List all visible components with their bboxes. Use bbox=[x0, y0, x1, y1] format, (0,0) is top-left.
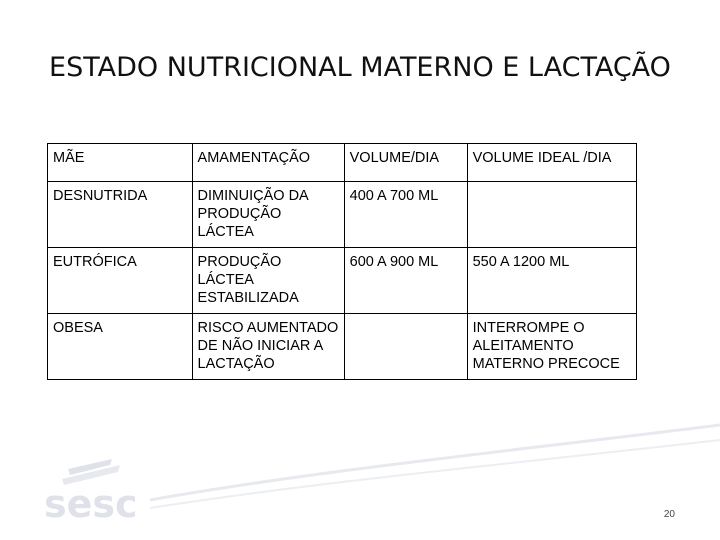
table-cell: EUTRÓFICA bbox=[48, 248, 193, 314]
slide-title: ESTADO NUTRICIONAL MATERNO E LACTAÇÃO bbox=[49, 52, 671, 83]
table-row bbox=[48, 248, 637, 314]
table-cell: 550 A 1200 ML bbox=[467, 248, 636, 314]
nutrition-table bbox=[47, 143, 637, 380]
table-cell: OBESA bbox=[48, 314, 193, 380]
sesc-logo bbox=[40, 455, 155, 530]
header-cell: VOLUME/DIA bbox=[344, 144, 467, 182]
table-row bbox=[48, 182, 637, 248]
table-cell: DESNUTRIDA bbox=[48, 182, 193, 248]
table-cell: RISCO AUMENTADO DE NÃO INICIAR A LACTAÇÃO bbox=[192, 314, 344, 380]
header-cell: VOLUME IDEAL /DIA bbox=[467, 144, 636, 182]
table-cell: 400 A 700 ML bbox=[344, 182, 467, 248]
table-cell bbox=[344, 314, 467, 380]
table-row bbox=[48, 314, 637, 380]
header-cell: AMAMENTAÇÃO bbox=[192, 144, 344, 182]
table-cell bbox=[467, 182, 636, 248]
table-header-row bbox=[48, 144, 637, 182]
logo-text: sesc bbox=[44, 482, 138, 525]
header-cell: MÃE bbox=[48, 144, 193, 182]
page-number: 20 bbox=[663, 509, 675, 520]
table-cell: INTERROMPE O ALEITAMENTO MATERNO PRECOCE bbox=[467, 314, 636, 380]
table-cell: PRODUÇÃO LÁCTEA ESTABILIZADA bbox=[192, 248, 344, 314]
table-cell: 600 A 900 ML bbox=[344, 248, 467, 314]
table-cell: DIMINUIÇÃO DA PRODUÇÃO LÁCTEA bbox=[192, 182, 344, 248]
